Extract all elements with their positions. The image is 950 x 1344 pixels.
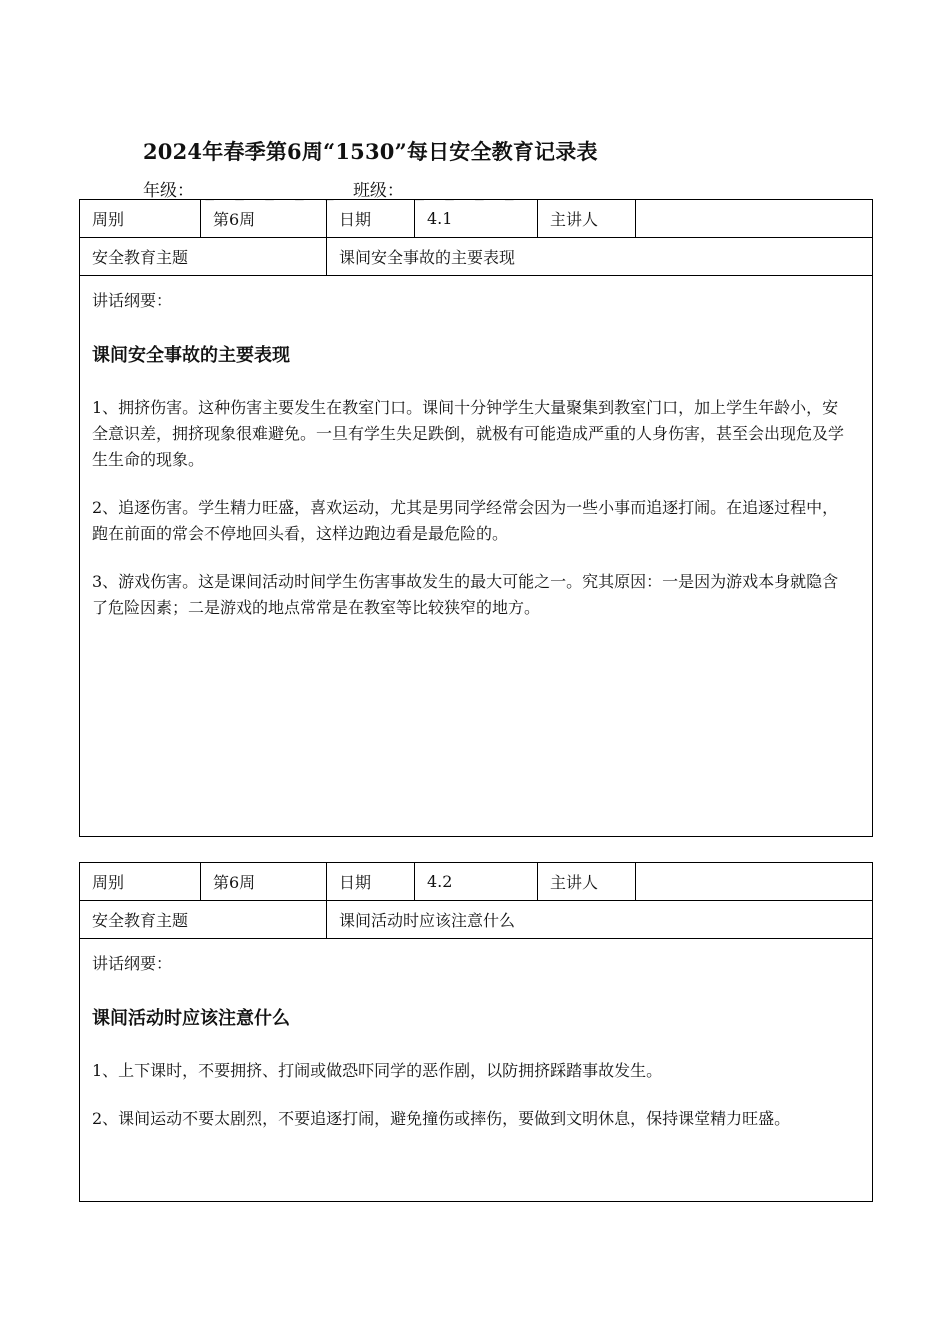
date-label: 日期 — [327, 863, 415, 901]
topic-label: 安全教育主题 — [80, 901, 327, 939]
record-table-2 — [79, 862, 873, 1202]
grade-blank: _ _ _ _ _ — [205, 181, 342, 201]
grade-label: 年级： — [143, 181, 194, 201]
outline-cell — [80, 939, 873, 1202]
speaker-value — [636, 200, 873, 238]
topic-value: 课间活动时应该注意什么 — [327, 901, 873, 939]
outline-paragraph: 1、拥挤伤害。这种伤害主要发生在教室门口。课间十分钟学生大量聚集到教室门口，加上学生年龄小，安全意识差，拥挤现象很难避免。一旦有学生失足跌倒，就极有可能造成严重的人身伤害，甚至会出现危及学生生命的现象。 — [92, 398, 845, 469]
outline-heading: 课间活动时应该注意什么 — [92, 1008, 290, 1029]
outline-label: 讲话纲要： — [92, 291, 173, 310]
date-value: 4.1 — [415, 200, 538, 238]
outline-paragraph: 3、游戏伤害。这是课间活动时间学生伤害事故发生的最大可能之一。究其原因：一是因为游戏本身就隐含了危险因素；二是游戏的地点常常是在教室等比较狭窄的地方。 — [92, 572, 839, 617]
class-label: 班级： — [352, 181, 404, 201]
date-value: 4.2 — [415, 863, 538, 901]
date-label: 日期 — [327, 200, 415, 238]
topic-label: 安全教育主题 — [80, 238, 327, 276]
outline-heading: 课间安全事故的主要表现 — [92, 345, 290, 366]
outline-paragraph: 2、追逐伤害。学生精力旺盛，喜欢运动，尤其是男同学经常会因为一些小事而追逐打闹。在追逐过程中，跑在前面的常会不停地回头看，这样边跑边看是最危险的。 — [92, 498, 839, 543]
speaker-label: 主讲人 — [538, 863, 636, 901]
topic-value: 课间安全事故的主要表现 — [327, 238, 873, 276]
week-value: 第6周 — [201, 863, 327, 901]
speaker-value — [636, 863, 873, 901]
page-title: 2024年春季第6周“1530”每日安全教育记录表 — [143, 139, 598, 164]
outline-label: 讲话纲要： — [92, 954, 173, 973]
grade-class-line — [143, 176, 528, 201]
speaker-label: 主讲人 — [538, 200, 636, 238]
week-label: 周别 — [80, 200, 201, 238]
week-label: 周别 — [80, 863, 201, 901]
outline-paragraph: 2、课间运动不要太剧烈，不要追逐打闹，避免撞伤或摔伤，要做到文明休息，保持课堂精力旺盛。 — [92, 1109, 791, 1128]
week-value: 第6周 — [201, 200, 327, 238]
outline-paragraph: 1、上下课时，不要拥挤、打闹或做恐吓同学的恶作剧，以防拥挤踩踏事故发生。 — [92, 1061, 663, 1080]
outline-cell — [80, 276, 873, 837]
record-table-1 — [79, 199, 873, 837]
class-blank: _ _ _ _ — [415, 181, 522, 201]
